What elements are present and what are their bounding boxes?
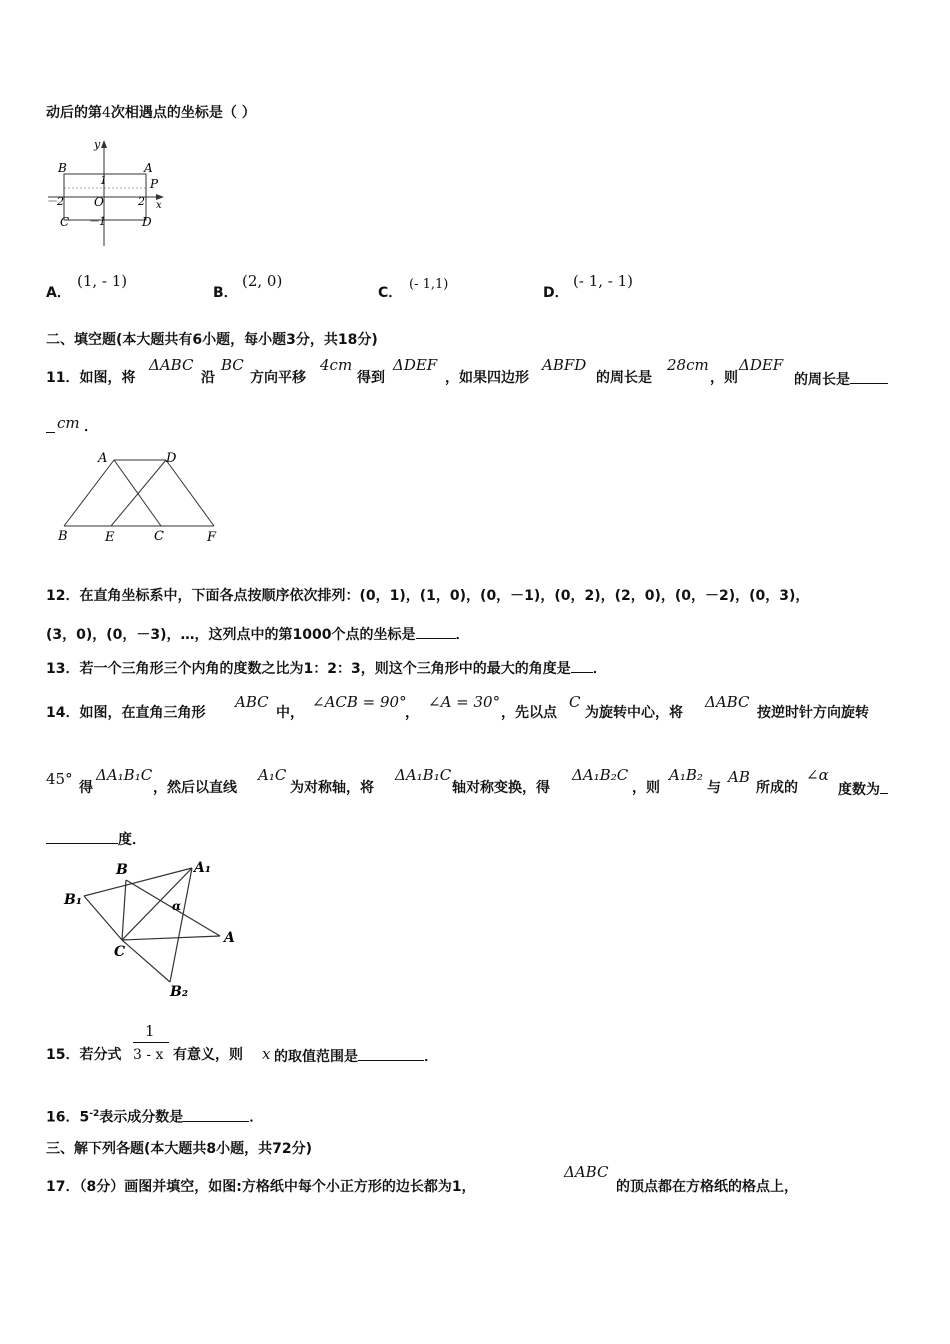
q14-tri2: ΔA₁B₁C xyxy=(395,766,452,784)
q11-unit: cm xyxy=(57,414,80,432)
q14-get: 得 xyxy=(79,780,93,796)
q14-ab: AB xyxy=(728,768,750,786)
q14-tri1: ΔA₁B₁C xyxy=(96,766,153,784)
q11-answer-line[interactable] xyxy=(46,418,55,438)
q10-neg-one-label: －1 xyxy=(88,215,106,228)
q11-dir: 方向平移 xyxy=(250,370,306,386)
q15-x: x xyxy=(262,1045,271,1063)
q10-A-label: A xyxy=(144,161,153,175)
q11-bc: BC xyxy=(221,356,244,374)
q10-O-label: O xyxy=(94,195,104,209)
q11-then: ，则 xyxy=(710,370,738,386)
q14-c: C xyxy=(569,693,581,711)
q11-along: 沿 xyxy=(201,370,215,386)
q11-E-label: E xyxy=(105,530,115,544)
q16-text: 16．$5^{-2}$表示成分数是 ． xyxy=(46,1105,263,1127)
q14-A1-label: A₁ xyxy=(194,860,211,876)
q11-if: ，如果四边形 xyxy=(445,370,529,386)
q14-a1b2: A₁B₂ xyxy=(669,766,703,784)
q14-alpha: ∠α xyxy=(806,766,829,784)
q10-D-label: D xyxy=(142,215,152,229)
q14-B-label: B xyxy=(116,862,128,878)
q15-range: 的取值范围是 ． xyxy=(274,1046,438,1066)
q15-numerator: 1 xyxy=(145,1022,155,1040)
q14-a1c: A₁C xyxy=(258,766,287,784)
q11-tri3: ΔDEF xyxy=(739,356,784,374)
q14-alpha-label: α xyxy=(172,899,182,913)
q11-A-label: A xyxy=(98,451,108,466)
q14-tri: ΔABC xyxy=(705,693,750,711)
q15-fraction-bar xyxy=(133,1042,169,1043)
q14-tri3: ΔA₁B₂C xyxy=(572,766,629,784)
q10-option-c-letter[interactable]: C． xyxy=(378,285,403,301)
q14-B2-label: B₂ xyxy=(170,984,188,1000)
q10-option-b-value: (2, 0) xyxy=(242,272,283,290)
q14-ang2: ∠A = 30° xyxy=(428,693,501,711)
q11-tri1: ΔABC xyxy=(149,356,194,374)
q11-B-label: B xyxy=(58,529,68,544)
q10-B-label: B xyxy=(58,161,67,175)
q11-quad: ABFD xyxy=(542,356,587,374)
q15-denominator: 3 - x xyxy=(133,1047,164,1063)
q10-neg-two-label: －2 xyxy=(46,195,64,208)
q10-y-label: y xyxy=(94,138,101,151)
q10-option-d-value: (- 1, - 1) xyxy=(573,272,633,290)
q14-answer[interactable]: 度． xyxy=(46,829,146,849)
q14-deg45: 45° xyxy=(46,770,73,788)
q13-text: 13．若一个三角形三个内角的度数之比为1：2：3，则这个三角形中的最大的角度是 ． xyxy=(46,658,607,678)
q11-end: ． xyxy=(84,419,98,435)
q12-line2: (3，0)，(0，－3)，…，这列点中的第1000个点的坐标是 ． xyxy=(46,624,470,644)
q11-translation-figure xyxy=(54,448,224,544)
q10-one-label: 1 xyxy=(100,174,107,187)
q11-tri2: ΔDEF xyxy=(393,356,438,374)
q10-two-label: 2 xyxy=(138,195,145,208)
q14-center: 为旋转中心，将 xyxy=(585,705,683,721)
q14-axis: 为对称轴，将 xyxy=(290,780,374,796)
q14-num: 14．如图，在直角三角形 xyxy=(46,705,206,721)
q11-get: 得到 xyxy=(357,370,385,386)
q14-B1-label: B₁ xyxy=(64,892,82,908)
q14-ze: ，则 xyxy=(632,780,660,796)
q14-rotate: 按逆时针方向旋转 xyxy=(757,705,869,721)
q11-F-label: F xyxy=(207,530,217,544)
q15-num: 15．若分式 xyxy=(46,1047,122,1063)
q10-option-c-value: (- 1,1) xyxy=(409,277,449,292)
section-2-title: 二、填空题(本大题共有6小题，每小题3分，共18分) xyxy=(46,332,378,348)
q14-formed: 所成的 xyxy=(756,780,798,796)
q14-sym: 轴对称变换，得 xyxy=(452,780,550,796)
q10-C-label: C xyxy=(60,215,70,229)
q11-ask: 的周长是 xyxy=(794,369,888,389)
q12-line1: 12．在直角坐标系中，下面各点按顺序依次排列：(0，1)，(1，0)，(0，－1)，(0，2)，(2，0)，(0，－2)，(0，3)， xyxy=(46,588,810,604)
section-3-title: 三、解下列各题(本大题共8小题，共72分) xyxy=(46,1141,313,1157)
q14-then-line: ，然后以直线 xyxy=(153,780,237,796)
q10-coordinate-figure xyxy=(44,136,168,248)
q11-num: 11．如图，将 xyxy=(46,370,136,386)
q15-mean: 有意义，则 xyxy=(173,1047,243,1063)
q14-ang1: ∠ACB = 90° xyxy=(312,693,407,711)
q10-option-d-letter[interactable]: D． xyxy=(543,285,569,301)
q14-first: ，先以点 xyxy=(501,705,557,721)
q10-option-b-letter[interactable]: B． xyxy=(213,285,238,301)
q14-comma1: ， xyxy=(405,705,419,721)
q11-D-label: D xyxy=(166,451,177,466)
q14-C-label: C xyxy=(114,944,126,960)
q14-in: 中， xyxy=(276,705,304,721)
q14-abc: ABC xyxy=(235,693,269,711)
q17-tri: ΔABC xyxy=(564,1163,609,1181)
q10-stem: 动后的第4次相遇点的坐标是（ ） xyxy=(46,105,256,121)
q14-deg-is: 度数为 xyxy=(838,779,888,799)
q14-A-label: A xyxy=(224,930,235,946)
q14-rotation-figure xyxy=(62,854,246,1000)
q10-option-a-letter[interactable]: A． xyxy=(46,285,71,301)
q17-rest: 的顶点都在方格纸的格点上， xyxy=(616,1179,798,1195)
q11-perim: 的周长是 xyxy=(596,370,652,386)
q11-C-label: C xyxy=(154,529,164,544)
q10-x-label: x xyxy=(156,200,162,211)
q11-dist: 4cm xyxy=(320,356,353,374)
q14-with: 与 xyxy=(707,780,721,796)
q11-p28: 28cm xyxy=(667,356,709,374)
q10-P-label: P xyxy=(150,177,159,191)
q17-text: 17．（8分）画图并填空，如图:方格纸中每个小正方形的边长都为1， xyxy=(46,1179,476,1195)
q10-option-a-value: (1, - 1) xyxy=(77,272,128,290)
